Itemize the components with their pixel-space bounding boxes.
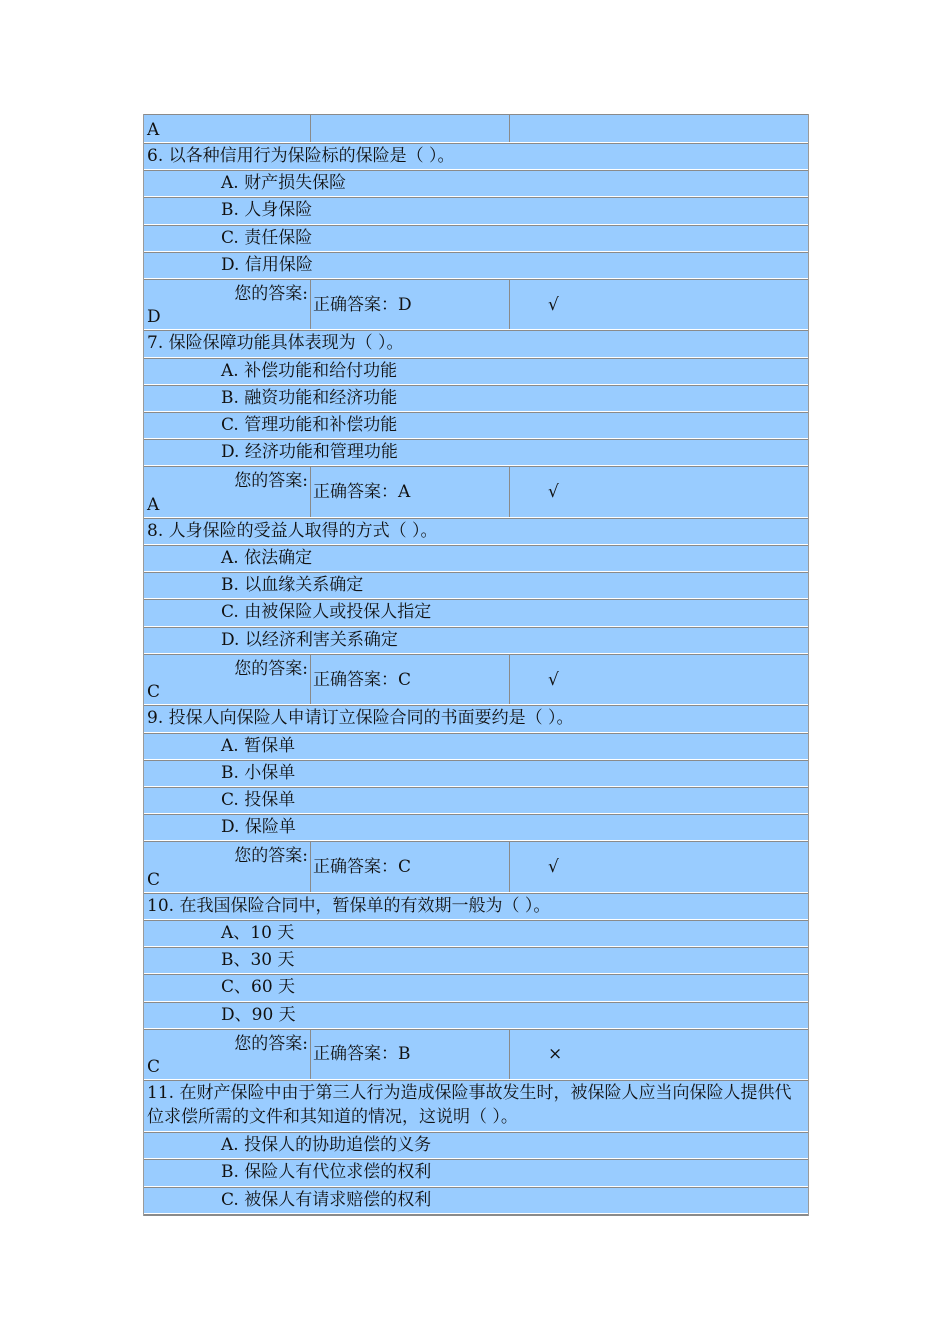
answer-row — [144, 654, 808, 706]
your-answer-cell — [144, 655, 311, 705]
option-text: A. 财产损失保险 — [221, 173, 347, 194]
question-text: 9. 投保人向保险人申请订立保险合同的书面要约是（ ）。 — [147, 708, 574, 729]
option-row — [144, 412, 808, 439]
correct-answer-cell — [311, 1030, 510, 1080]
option-row — [144, 225, 808, 252]
option-row — [144, 920, 808, 947]
correct-answer-cell — [311, 280, 510, 330]
result-cell — [510, 1030, 808, 1080]
option-row — [144, 1159, 808, 1186]
option-text: D. 经济功能和管理功能 — [221, 442, 398, 463]
quiz-table — [143, 114, 809, 1216]
option-list-11 — [144, 1132, 808, 1214]
your-answer-label: 您的答案: — [234, 283, 308, 304]
option-row — [144, 385, 808, 412]
option-row — [144, 1002, 808, 1029]
option-row — [144, 1187, 808, 1214]
question-list — [144, 143, 808, 1080]
option-row — [144, 947, 808, 974]
correct-answer-text: 正确答案：B — [313, 1044, 411, 1065]
correct-answer-cell — [311, 655, 510, 705]
option-row — [144, 197, 808, 224]
option-row — [144, 599, 808, 626]
correct-answer-cell — [311, 842, 510, 892]
question-row — [144, 518, 808, 545]
your-answer-value: C — [147, 682, 161, 703]
result-mark-icon: √ — [548, 294, 559, 315]
option-text: C. 被保人有请求赔偿的权利 — [221, 1189, 432, 1210]
option-row — [144, 733, 808, 760]
result-mark-icon: √ — [548, 669, 559, 690]
option-row — [144, 252, 808, 279]
answer-row — [144, 1029, 808, 1081]
correct-answer-cell — [311, 467, 510, 517]
answer-row — [144, 279, 808, 331]
your-answer-value: C — [147, 869, 161, 890]
your-answer-cell — [144, 467, 311, 517]
option-text: A. 依法确定 — [221, 548, 313, 569]
option-text: C. 由被保险人或投保人指定 — [221, 602, 432, 623]
answer-row — [144, 841, 808, 893]
correct-answer-text: 正确答案：D — [313, 294, 412, 315]
option-text: D. 信用保险 — [221, 254, 313, 275]
option-text: B. 融资功能和经济功能 — [221, 387, 398, 408]
option-text: A. 补偿功能和给付功能 — [221, 360, 398, 381]
question-text: 8. 人身保险的受益人取得的方式（ ）。 — [147, 520, 438, 541]
option-text: B. 以血缘关系确定 — [221, 575, 364, 596]
result-mark-icon: × — [548, 1044, 563, 1065]
option-text: B. 保险人有代位求偿的权利 — [221, 1162, 432, 1183]
option-row — [144, 974, 808, 1001]
question-row — [144, 330, 808, 357]
answer-row-prev — [144, 114, 808, 143]
question-row — [144, 705, 808, 732]
correct-answer-text: 正确答案：C — [313, 857, 412, 877]
your-answer-value: D — [147, 307, 161, 328]
your-answer-cell — [144, 842, 311, 892]
question-row — [144, 893, 808, 920]
your-answer-cell — [144, 1030, 311, 1080]
question-text: 10. 在我国保险合同中，暂保单的有效期一般为（ ）。 — [147, 895, 551, 916]
your-answer-label: 您的答案: — [234, 471, 308, 492]
option-text: B. 小保单 — [221, 762, 296, 783]
option-text: D. 保险单 — [221, 817, 296, 838]
result-cell — [510, 655, 808, 705]
option-text: B. 人身保险 — [221, 200, 313, 221]
correct-answer-text: 正确答案：C — [313, 669, 412, 690]
option-text: C、60 天 — [221, 977, 296, 998]
result-mark-icon: √ — [548, 482, 559, 503]
your-answer-value: C — [147, 1057, 161, 1078]
question-text: 7. 保险保障功能具体表现为（ ）。 — [147, 333, 404, 354]
option-row — [144, 760, 808, 787]
option-text: C. 管理功能和补偿功能 — [221, 415, 398, 435]
option-text: D. 以经济利害关系确定 — [221, 629, 398, 650]
your-answer-label: 您的答案: — [234, 658, 308, 679]
result-cell — [510, 280, 808, 330]
option-text: D、90 天 — [221, 1004, 296, 1025]
your-answer-label: 您的答案: — [234, 1033, 308, 1054]
your-answer-cell — [144, 280, 311, 330]
option-row — [144, 358, 808, 385]
option-text: A、10 天 — [221, 922, 295, 943]
your-answer-value: A — [147, 494, 160, 515]
your-answer-label: 您的答案: — [234, 846, 308, 867]
option-row — [144, 572, 808, 599]
result-cell — [510, 842, 808, 892]
result-cell — [510, 115, 808, 142]
option-text: C. 投保单 — [221, 789, 296, 810]
question-row-11 — [144, 1080, 808, 1132]
result-mark-icon: √ — [548, 857, 559, 877]
option-row — [144, 1132, 808, 1159]
option-row — [144, 545, 808, 572]
option-row — [144, 439, 808, 466]
your-answer-value: A — [144, 115, 311, 142]
option-row — [144, 814, 808, 841]
option-row — [144, 170, 808, 197]
correct-answer-cell — [311, 115, 510, 142]
option-text: A. 投保人的协助追偿的义务 — [221, 1135, 432, 1156]
option-text: A. 暂保单 — [221, 735, 296, 756]
result-cell — [510, 467, 808, 517]
table-bottom-border — [144, 1214, 808, 1216]
correct-answer-text: 正确答案：A — [313, 482, 411, 503]
option-text: C. 责任保险 — [221, 227, 313, 248]
answer-row — [144, 466, 808, 518]
question-text: 11. 在财产保险中由于第三人行为造成保险事故发生时，被保险人应当向保险人提供代位求偿所需的文件和其知道的情况，这说明（ ）。 — [147, 1083, 792, 1128]
option-row — [144, 787, 808, 814]
option-text: B、30 天 — [221, 950, 295, 971]
question-row — [144, 143, 808, 170]
question-text: 6. 以各种信用行为保险标的保险是（ ）。 — [147, 146, 455, 166]
option-row — [144, 627, 808, 654]
